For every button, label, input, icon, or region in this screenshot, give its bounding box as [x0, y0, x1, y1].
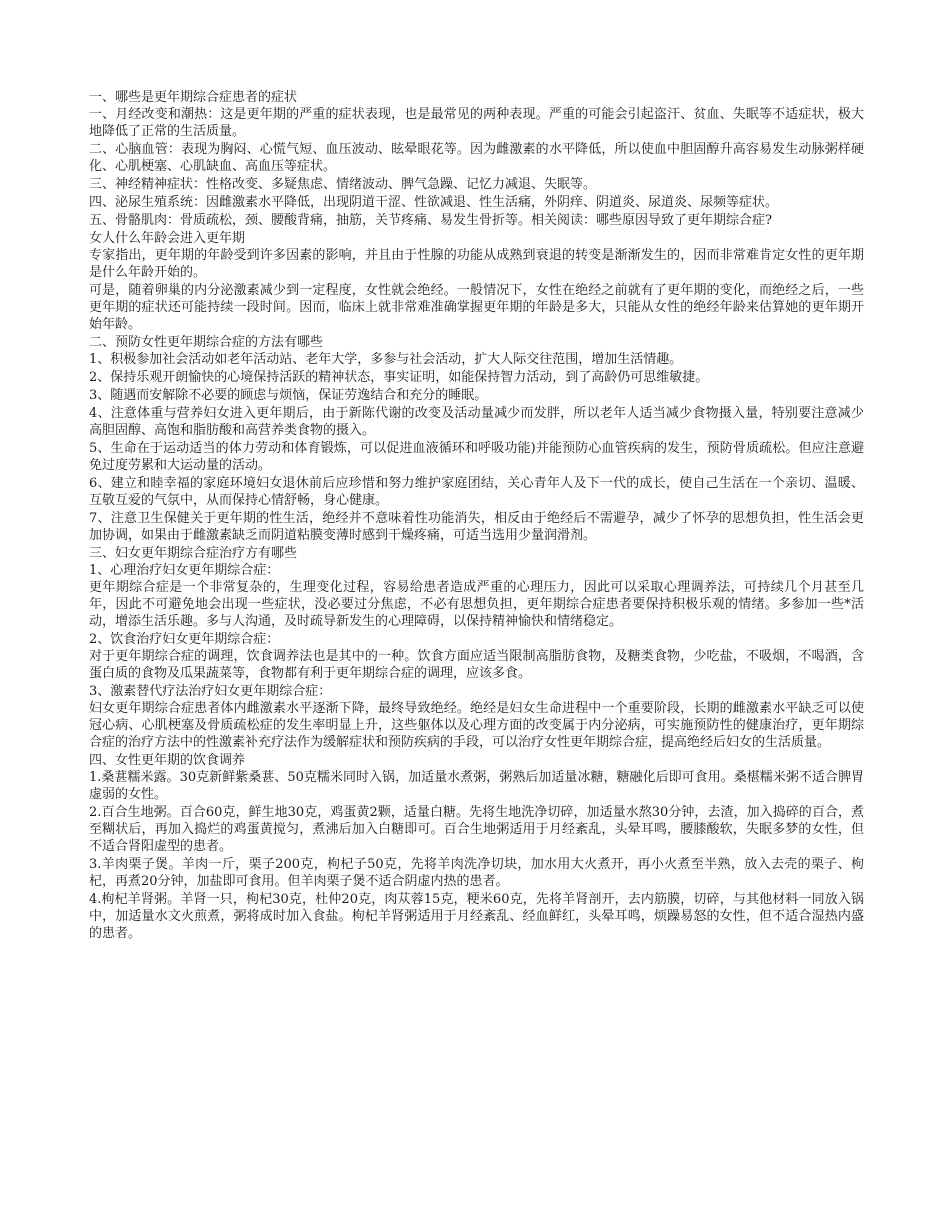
recipe-item-2: 2.百合生地粥。百合60克，鲜生地30克，鸡蛋黄2颗，适量白糖。先将生地洗净切碎，加适量水熬30分钟，去渣，加入捣碎的百合，煮至糊状后，再加入捣烂的鸡蛋黄搅匀，煮沸后加入白糖即可。百合生地粥适用于月经紊乱，头晕耳鸣，腰膝酸软，失眠多梦的女性，但不适合肾阳虚型的患者。: [89, 805, 864, 854]
treatment-subheading-psych: 1、心理治疗妇女更年期综合症：: [89, 563, 280, 578]
symptom-item-menstrual: 一、月经改变和潮热：这是更年期的严重的症状表现，也是最常见的两种表现。严重的可能会引起盗汗、贫血、失眠等不适症状，极大地降低了正常的生活质量。: [89, 107, 864, 139]
symptom-item-skeletal: 五、骨骼肌肉：骨质疏松，颈、腰酸背痛，抽筋，关节疼痛、易发生骨折等。相关阅读：哪些原因导致了更年期综合症?: [89, 213, 772, 228]
recipe-item-4: 4.枸杞羊肾粥。羊肾一只，枸杞30克，杜仲20克，肉苁蓉15克，粳米60克，先将羊肾剖开，去内筋膜，切碎，与其他材料一同放入锅中，加适量水文火煎煮，粥将成时加入食盐。枸杞羊肾粥适用于月经紊乱、经血鲜红，头晕耳鸣，烦躁易怒的女性，但不适合湿热内盛的患者。: [89, 892, 864, 941]
treatment-paragraph-hormone: 妇女更年期综合症患者体内雌激素水平逐渐下降，最终导致绝经。绝经是妇女生命进程中一个重要阶段，长期的雌激素水平缺乏可以使冠心病、心肌梗塞及骨质疏松症的发生率明显上升，这些躯体以及心理方面的改变属于内分泌病，可实施预防性的健康治疗，更年期综合症的治疗方法中的性激素补充疗法作为缓解症状和预防疾病的手段，可以治疗女性更年期综合症，提高绝经后妇女的生活质量。: [89, 701, 864, 750]
prevention-item-5: 5、生命在于运动适当的体力劳动和体育锻炼，可以促进血液循环和呼吸功能)并能预防心血管疾病的发生，预防骨质疏松。但应注意避免过度劳累和大运动量的活动。: [89, 441, 864, 473]
treatment-subheading-diet: 2、饮食治疗妇女更年期综合症：: [89, 632, 280, 647]
prevention-item-4: 4、注意体重与营养妇女进入更年期后，由于新陈代谢的改变及活动量减少而发胖，所以老年人适当减少食物摄入量，特别要注意减少高胆固醇、高饱和脂肪酸和高营养类食物的摄入。: [89, 406, 864, 438]
treatment-subheading-hormone: 3、激素替代疗法治疗妇女更年期综合症：: [89, 684, 332, 699]
age-paragraph-2: 可是，随着卵巢的内分泌激素减少到一定程度，女性就会绝经。一般情况下，女性在绝经之前就有了更年期的变化，而绝经之后，一些更年期的症状还可能持续一段时间。因而，临床上就非常难准确掌握更年期的年龄是多大，只能从女性的绝经年龄来估算她的更年期开始年龄。: [89, 283, 864, 332]
symptom-item-urogenital: 四、泌尿生殖系统：因雌激素水平降低，出现阴道干涩、性欲减退、性生活痛，外阴痒、阴道炎、尿道炎、尿频等症状。: [89, 195, 779, 210]
treatment-paragraph-diet: 对于更年期综合症的调理，饮食调养法也是其中的一种。饮食方面应适当限制高脂肪食物，及糖类食物，少吃盐，不吸烟，不喝酒，含蛋白质的食物及瓜果蔬菜等，食物都有利于更年期综合症的调理，应该多食。: [89, 649, 864, 681]
symptom-item-neuro: 三、神经精神症状：性格改变、多疑焦虑、情绪波动、脾气急躁、记忆力减退、失眠等。: [89, 177, 597, 192]
recipe-item-1: 1.桑葚糯米露。30克新鲜紫桑葚、50克糯米同时入锅，加适量水煮粥，粥熟后加适量冰糖，糖融化后即可食用。桑椹糯米粥不适合脾胃虚弱的女性。: [89, 770, 864, 802]
prevention-item-6: 6、建立和睦幸福的家庭环境妇女退休前后应珍惜和努力维护家庭团结，关心青年人及下一代的成长，使自己生活在一个亲切、温暖、互敬互爱的气氛中，从而保持心情舒畅，身心健康。: [89, 476, 864, 508]
age-paragraph-1: 专家指出，更年期的年龄受到许多因素的影响，并且由于性腺的功能从成熟到衰退的转变是渐渐发生的，因而非常难肯定女性的更年期是什么年龄开始的。: [89, 248, 864, 280]
symptom-item-cardio: 二、心脑血管：表现为胸闷、心慌气短、血压波动、眩晕眼花等。因为雌激素的水平降低，所以使血中胆固醇升高容易发生动脉粥样硬化、心肌梗塞、心肌缺血、高血压等症状。: [89, 142, 864, 174]
treatment-paragraph-psych: 更年期综合症是一个非常复杂的，生理变化过程，容易给患者造成严重的心理压力，因此可以采取心理调养法，可持续几个月甚至几年，因此不可避免地会出现一些症状，没必要过分焦虑，不必有思想负担，更年期综合症患者要保持积极乐观的情绪。多参加一些*活动，增添生活乐趣。多与人沟通，及时疏导新发生的心理障碍，以保持精神愉快和情绪稳定。: [89, 580, 864, 629]
section-heading-age: 女人什么年龄会进入更年期: [89, 231, 246, 246]
section-heading-symptoms: 一、哪些是更年期综合症患者的症状: [89, 90, 298, 105]
prevention-item-1: 1、积极参加社会活动如老年活动站、老年大学，多参与社会活动，扩大人际交往范围，增加生活情趣。: [89, 352, 683, 367]
prevention-item-2: 2、保持乐观开朗愉快的心境保持活跃的精神状态，事实证明，如能保持智力活动，到了高龄仍可思维敏捷。: [89, 370, 709, 385]
recipe-item-3: 3.羊肉栗子煲。羊肉一斤，栗子200克，枸杞子50克，先将羊肉洗净切块，加水用大火煮开，再小火煮至半熟，放入去壳的栗子、枸杞，再煮20分钟，加盐即可食用。但羊肉栗子煲不适合阴虚内热的患者。: [89, 857, 864, 889]
section-heading-treatment: 三、妇女更年期综合症治疗方有哪些: [89, 546, 298, 561]
section-heading-diet: 四、女性更年期的饮食调养: [89, 753, 246, 768]
document-body: [89, 89, 864, 943]
section-heading-prevention: 二、预防女性更年期综合症的方法有哪些: [89, 335, 324, 350]
prevention-item-7: 7、注意卫生保健关于更年期的性生活，绝经并不意味着性功能消失，相反由于绝经后不需避孕，减少了怀孕的思想负担，性生活会更加协调，如果由于雌激素缺乏而阴道粘膜变薄时感到干燥疼痛，可适当选用少量润滑剂。: [89, 511, 864, 543]
prevention-item-3: 3、随遇而安解除不必要的顾虑与烦恼，保证劳逸结合和充分的睡眠。: [89, 388, 488, 403]
